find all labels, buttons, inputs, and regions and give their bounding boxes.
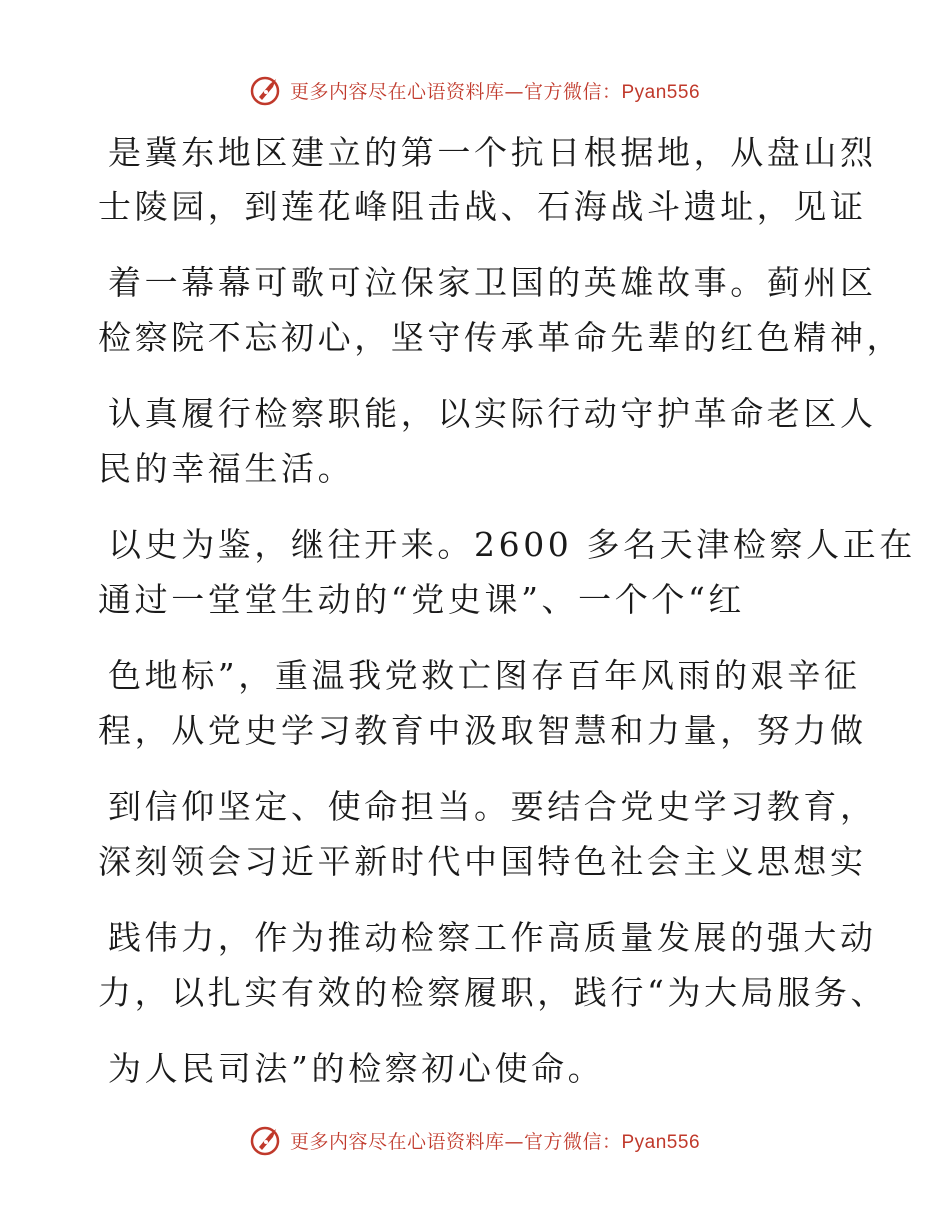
pen-nib-logo-icon	[250, 73, 284, 107]
body-line: 以史为鉴，继往开来。2600 多名天津检察人正在	[108, 525, 916, 564]
separator: —	[504, 1130, 524, 1153]
body-line: 深刻领会习近平新时代中国特色社会主义思想实	[98, 842, 867, 881]
site-name: 更多内容尽在心语资料库	[289, 80, 505, 103]
watermark-text	[290, 77, 700, 104]
body-line: 士陵园，到莲花峰阻击战、石海战斗遗址，见证	[98, 187, 867, 226]
body-line: 力，以扎实有效的检察履职，践行“为大局服务、	[98, 973, 888, 1012]
body-line: 认真履行检察职能，以实际行动守护革命老区人	[108, 394, 877, 433]
body-line: 着一幕幕可歌可泣保家卫国的英雄故事。蓟州区	[108, 263, 877, 302]
body-line: 通过一堂堂生动的“党史课”、一个个“红	[98, 580, 746, 619]
account-id: Pyan556	[621, 81, 701, 103]
official-label: 官方微信：	[523, 1130, 622, 1153]
separator: —	[504, 80, 524, 103]
footer-watermark-banner	[0, 1120, 950, 1160]
body-line: 程，从党史学习教育中汲取智慧和力量，努力做	[98, 711, 867, 750]
account-id: Pyan556	[621, 1131, 701, 1153]
body-line: 检察院不忘初心，坚守传承革命先辈的红色精神，	[98, 318, 904, 357]
body-line: 为人民司法”的检察初心使命。	[108, 1049, 605, 1088]
body-line: 色地标”，重温我党救亡图存百年风雨的艰辛征	[108, 656, 861, 695]
site-name: 更多内容尽在心语资料库	[289, 1130, 505, 1153]
body-line: 到信仰坚定、使命担当。要结合党史学习教育，	[108, 787, 877, 826]
watermark-text	[290, 1127, 700, 1154]
header-watermark-banner	[0, 70, 950, 110]
pen-nib-logo-icon	[250, 1123, 284, 1157]
official-label: 官方微信：	[523, 80, 622, 103]
body-line: 民的幸福生活。	[98, 449, 355, 488]
body-line: 是冀东地区建立的第一个抗日根据地，从盘山烈	[108, 133, 877, 172]
body-line: 践伟力，作为推动检察工作高质量发展的强大动	[108, 918, 877, 957]
